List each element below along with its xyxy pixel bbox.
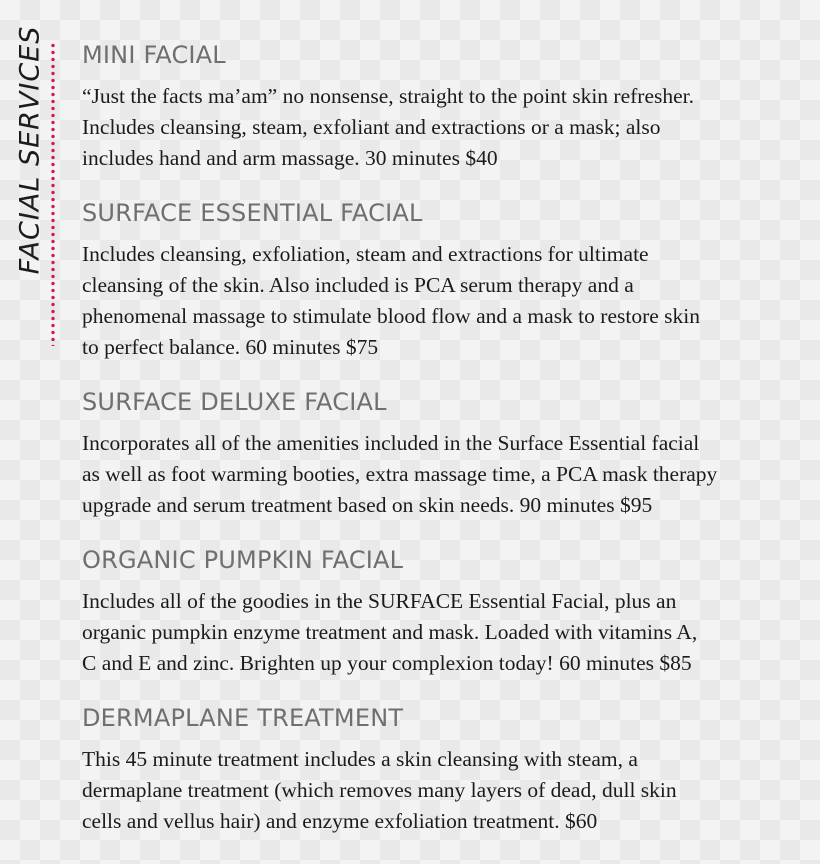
description-line: Includes cleansing, exfoliation, steam and extractions for ultimate — [82, 242, 649, 266]
description-line: cleansing of the skin. Also included is PCA serum therapy and a — [82, 273, 634, 297]
description-line: to perfect balance. 60 minutes $75 — [82, 335, 379, 359]
service-organic-pumpkin-facial — [82, 543, 814, 679]
service-title: SURFACE ESSENTIAL FACIAL — [82, 199, 423, 227]
service-description — [82, 239, 814, 363]
service-surface-essential-facial — [82, 196, 814, 363]
service-title: ORGANIC PUMPKIN FACIAL — [82, 546, 404, 574]
description-line: Incorporates all of the amenities included in the Surface Essential facial — [82, 431, 700, 455]
service-mini-facial — [82, 38, 814, 174]
description-line: C and E and zinc. Brighten up your complexion today! 60 minutes $85 — [82, 651, 692, 675]
description-line: includes hand and arm massage. 30 minutes $40 — [82, 146, 498, 170]
service-surface-deluxe-facial — [82, 385, 814, 521]
description-line: “Just the facts ma’am” no nonsense, straight to the point skin refresher. — [82, 84, 694, 108]
description-line: dermaplane treatment (which removes many layers of dead, dull skin — [82, 778, 677, 802]
description-line: upgrade and serum treatment based on skin needs. 90 minutes $95 — [82, 493, 653, 517]
description-line: This 45 minute treatment includes a skin cleansing with steam, a — [82, 747, 638, 771]
service-description — [82, 744, 814, 837]
service-description — [82, 81, 814, 174]
service-description — [82, 586, 814, 679]
service-description — [82, 428, 814, 521]
description-line: Includes all of the goodies in the SURFACE Essential Facial, plus an — [82, 589, 677, 613]
services-list — [82, 38, 814, 859]
service-dermaplane-treatment — [82, 701, 814, 837]
service-title: MINI FACIAL — [82, 41, 226, 69]
description-line: as well as foot warming booties, extra massage time, a PCA mask therapy — [82, 462, 718, 486]
service-title: DERMAPLANE TREATMENT — [82, 704, 404, 732]
description-line: cells and vellus hair) and enzyme exfoliation treatment. $60 — [82, 809, 598, 833]
service-title: SURFACE DELUXE FACIAL — [82, 388, 387, 416]
description-line: Includes cleansing, steam, exfoliant and extractions or a mask; also — [82, 115, 661, 139]
dotted-divider — [51, 42, 55, 346]
side-title: FACIAL SERVICES — [14, 25, 46, 275]
description-line: phenomenal massage to stimulate blood flow and a mask to restore skin — [82, 304, 700, 328]
description-line: organic pumpkin enzyme treatment and mask. Loaded with vitamins A, — [82, 620, 698, 644]
